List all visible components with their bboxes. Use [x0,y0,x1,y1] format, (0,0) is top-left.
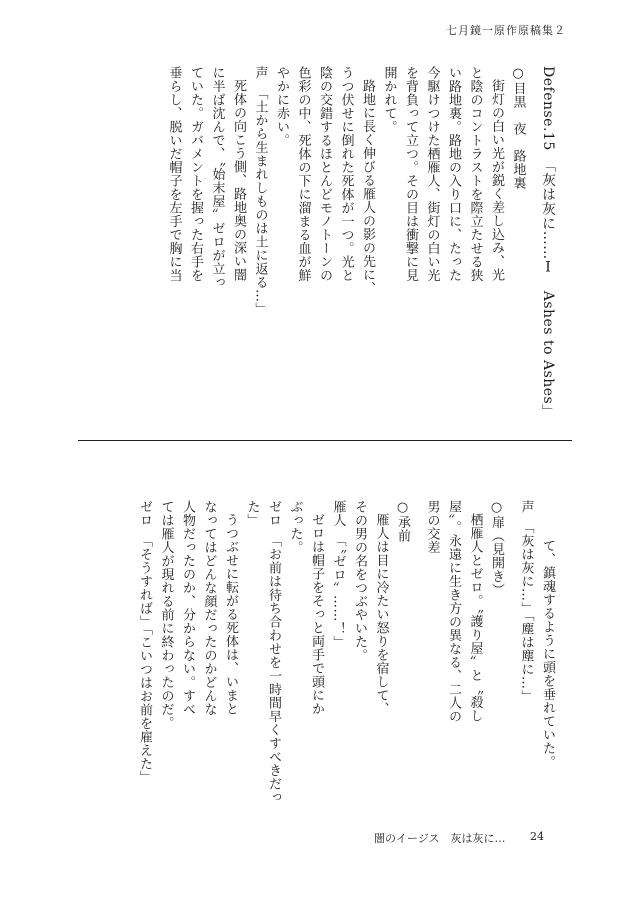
page-footer [374,830,544,846]
dialogue-line: 声 「土から生まれしものは土に返る…」 [252,66,268,316]
narration-line: 雁人は目に冷たい怒りを宿して、 [373,513,389,716]
narration-line: ていた。ガバメントを握った右手を [188,66,203,282]
dialogue-line: 雁人 「〝ゼロ〟……！」 [330,500,346,649]
spacer [529,66,537,434]
section-divider [78,440,572,441]
lower-text-block [134,500,559,820]
narration-line: 色彩の中、死体の下に溜まる血が鮮 [295,66,311,282]
narration-line: 陰の交錯するほとんどモノトーンの [317,66,332,282]
narration-line: うつ伏せに倒れた死体が一つ。光と [338,66,354,282]
dialogue-line: 声 「灰は灰に…」「塵は塵に…」 [518,500,534,703]
dialogue-line: ゼロ 「そうすれば」「こいつはお前を雇えた」 [137,500,152,784]
narration-line: 今駆けつけた栖雁人、街灯の白い光 [424,66,440,282]
scene-heading: ○扉（見開き） [489,500,504,597]
narration-line: と陰のコントラストを際立たせる狭 [467,66,483,282]
dialogue-line: ゼロ 「お前は待ち合わせを一時間早くすべきだっ [266,500,281,804]
upper-text-block [163,66,558,434]
narration-line: 路地に長く伸びる雁人の影の先に、 [360,79,375,295]
narration-line: 人物だったのか、分からない。すべ [180,500,195,716]
episode-title: Defense.15 「灰は灰に……Ⅰ Ashes to Ashes」 [540,66,556,419]
narration-line: い路地裏。路地の入り口に、たった [446,66,461,282]
spacer [413,500,421,820]
narration-line: ぶった。 [287,500,303,554]
scene-heading: ○目黒 夜 路地裏 [510,66,526,190]
narration-line: ては雁人が現れる前に終わったのだ。 [158,500,174,730]
dialogue-line: た」 [244,500,260,527]
narration-line: 開かれて。 [381,66,397,134]
narration-line: うつぶせに転がる死体は、いまと [223,513,238,716]
narration-line: ゼロは帽子をそっと両手で頭にか [309,513,324,716]
page-number: 24 [530,830,544,843]
narration-line: やかに赤い。 [274,66,289,147]
narration-line: 垂らし、脱いだ帽子を左手で胸に当 [166,66,182,282]
narration-line: 死体の向こう側、路地奥の深い闇 [231,79,246,282]
book-title-header: 七月鏡一原作原稿集２ [446,24,566,37]
narration-line: その男の名をつぶやいた。 [352,500,367,662]
narration-line: なってはどんな顔だったのかどんな [201,500,217,716]
narration-line: て、鎮魂するように頭を垂れていた。 [540,539,555,769]
spacer [507,500,515,820]
narration-line: 栖雁人とゼロ。〝護り屋〟と〝殺し [467,513,483,723]
narration-line: に半ば沈んで、〝始末屋〟ゼロが立っ [209,66,225,289]
narration-line: を背負って立つ。その目は衝撃に見 [403,66,418,282]
narration-line: 街灯の白い光が鋭く差し込み、光 [489,79,504,282]
scene-heading: ○承前 [395,500,410,543]
footer-section-title: 闇のイージス 灰は灰に… [374,832,506,845]
narration-line: 屋〟。永遠に生き方の異なる、二人の [446,500,461,723]
narration-line: 男の交差 [424,500,440,554]
